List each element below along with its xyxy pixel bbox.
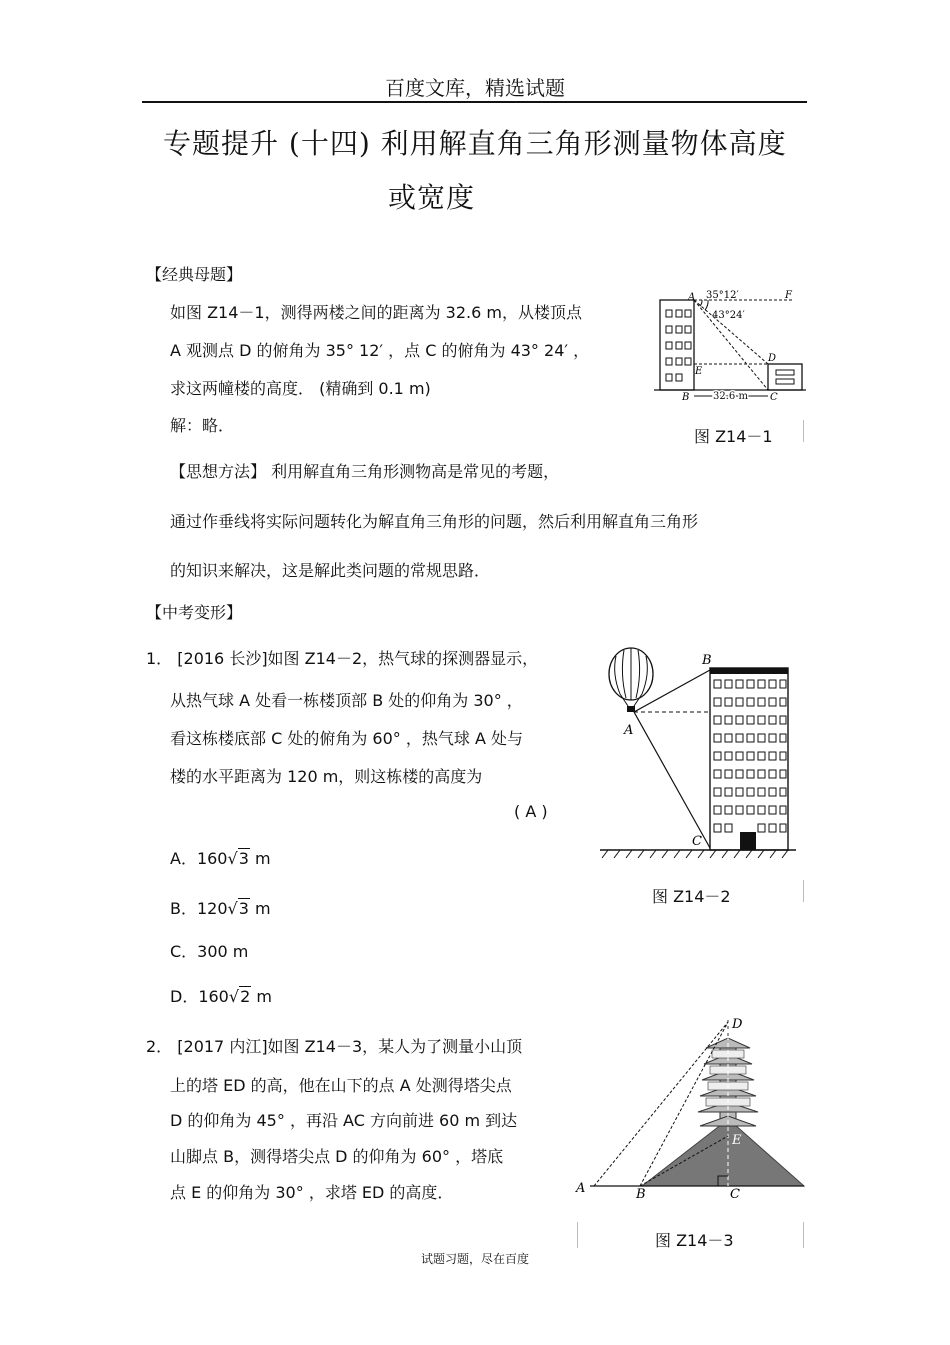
figure-z14-2 xyxy=(598,646,798,860)
q1-answer: ( A ) xyxy=(514,802,548,821)
method-line-1: 【思想方法】 利用解直角三角形测物高是常见的考题， xyxy=(170,462,560,481)
q2-line-3: D 的仰角为 45° ，再沿 AC 方向前进 60 m 到达 xyxy=(170,1111,518,1130)
classic-line-2: A 观测点 D 的俯角为 35° 12′ ，点 C 的俯角为 43° 24′ ， xyxy=(170,341,590,360)
q1-option-d-label: D．160 xyxy=(170,987,229,1006)
fig1-angle1: 35°12′ xyxy=(706,290,739,301)
q1-line-2: 从热气球 A 处看一栋楼顶部 B 处的仰角为 30° ， xyxy=(170,691,523,710)
page-footer: 试题习题，尽在百度 xyxy=(420,1252,529,1266)
fig2-label-b: B xyxy=(702,653,712,668)
figure-caption-z14-1: 图 Z14－1 xyxy=(694,427,773,446)
figure-z14-1 xyxy=(650,286,810,406)
q1-line-3: 看这栋楼底部 C 处的俯角为 60° ，热气球 A 处与 xyxy=(170,729,523,748)
figure-caption-z14-2: 图 Z14－2 xyxy=(652,887,731,906)
caption-divider-3a xyxy=(577,1222,578,1248)
section-heading-exam: 【中考变形】 xyxy=(146,603,243,622)
q1-option-c: C．300 m xyxy=(170,942,249,961)
classic-line-3: 求这两幢楼的高度． (精确到 0.1 m) xyxy=(170,379,431,398)
q1-option-a: A．160√3 m xyxy=(170,849,271,868)
fig1-label-d: D xyxy=(768,353,777,364)
fig3-label-d: D xyxy=(732,1017,743,1032)
q1-option-b-radicand: 3 xyxy=(238,899,249,918)
q1-option-a-unit: m xyxy=(249,849,271,868)
section-heading-classic: 【经典母题】 xyxy=(146,265,243,284)
fig1-angle2: 43°24′ xyxy=(712,310,745,321)
q2-line-1: 2． [2017 内江]如图 Z14－3，某人为了测量小山顶 xyxy=(146,1037,523,1056)
figure-z14-3 xyxy=(570,1012,806,1198)
fig2-label-a: A xyxy=(624,723,634,738)
fig1-label-f: F xyxy=(785,290,792,301)
q1-option-b-label: B．120 xyxy=(170,899,228,918)
q2-line-5: 点 E 的仰角为 30° ，求塔 ED 的高度． xyxy=(170,1183,454,1202)
classic-line-1: 如图 Z14－1，测得两楼之间的距离为 32.6 m，从楼顶点 xyxy=(170,303,582,322)
fig3-label-c: C xyxy=(730,1187,740,1198)
figure-caption-z14-3: 图 Z14－3 xyxy=(655,1231,734,1250)
fig1-label-c: C xyxy=(770,392,778,403)
q1-line-4: 楼的水平距离为 120 m，则这栋楼的高度为 xyxy=(170,767,483,786)
method-line-3: 的知识来解决，这是解此类问题的常规思路． xyxy=(170,561,491,580)
fig1-label-e: E xyxy=(695,366,703,377)
header-rule xyxy=(142,101,807,103)
fig1-label-a: A xyxy=(688,292,696,303)
q1-option-b-unit: m xyxy=(249,899,271,918)
fig3-label-a: A xyxy=(576,1181,586,1196)
q1-option-b: B．120√3 m xyxy=(170,899,271,918)
page-title-line2: 或宽度 xyxy=(388,181,476,214)
q1-option-d-unit: m xyxy=(251,987,272,1006)
caption-divider-2 xyxy=(803,880,804,902)
q1-option-d-radicand: 2 xyxy=(240,987,251,1006)
q2-line-2: 上的塔 ED 的高，他在山下的点 A 处测得塔尖点 xyxy=(170,1076,512,1095)
caption-divider-3b xyxy=(803,1222,804,1248)
caption-divider-1 xyxy=(803,420,804,442)
q1-option-a-radicand: 3 xyxy=(238,849,249,868)
q1-line-1: 1． [2016 长沙]如图 Z14－2，热气球的探测器显示， xyxy=(146,649,539,668)
fig3-label-e: E xyxy=(732,1133,742,1148)
method-line-2: 通过作垂线将实际问题转化为解直角三角形的问题，然后利用解直角三角形 xyxy=(170,512,699,531)
fig2-label-c: C xyxy=(692,834,702,849)
q1-option-a-label: A．160 xyxy=(170,849,228,868)
fig1-label-b: B xyxy=(682,392,690,403)
q1-option-d: D．160√2 m xyxy=(170,987,272,1006)
fig3-label-b: B xyxy=(636,1187,646,1198)
page-title-line1: 专题提升 (十四) 利用解直角三角形测量物体高度 xyxy=(163,127,787,160)
classic-line-4: 解：略． xyxy=(170,416,235,435)
page-header: 百度文库，精选试题 xyxy=(385,76,565,100)
q2-line-4: 山脚点 B，测得塔尖点 D 的仰角为 60° ，塔底 xyxy=(170,1147,504,1166)
fig1-distance: 32.6 m xyxy=(713,391,748,402)
